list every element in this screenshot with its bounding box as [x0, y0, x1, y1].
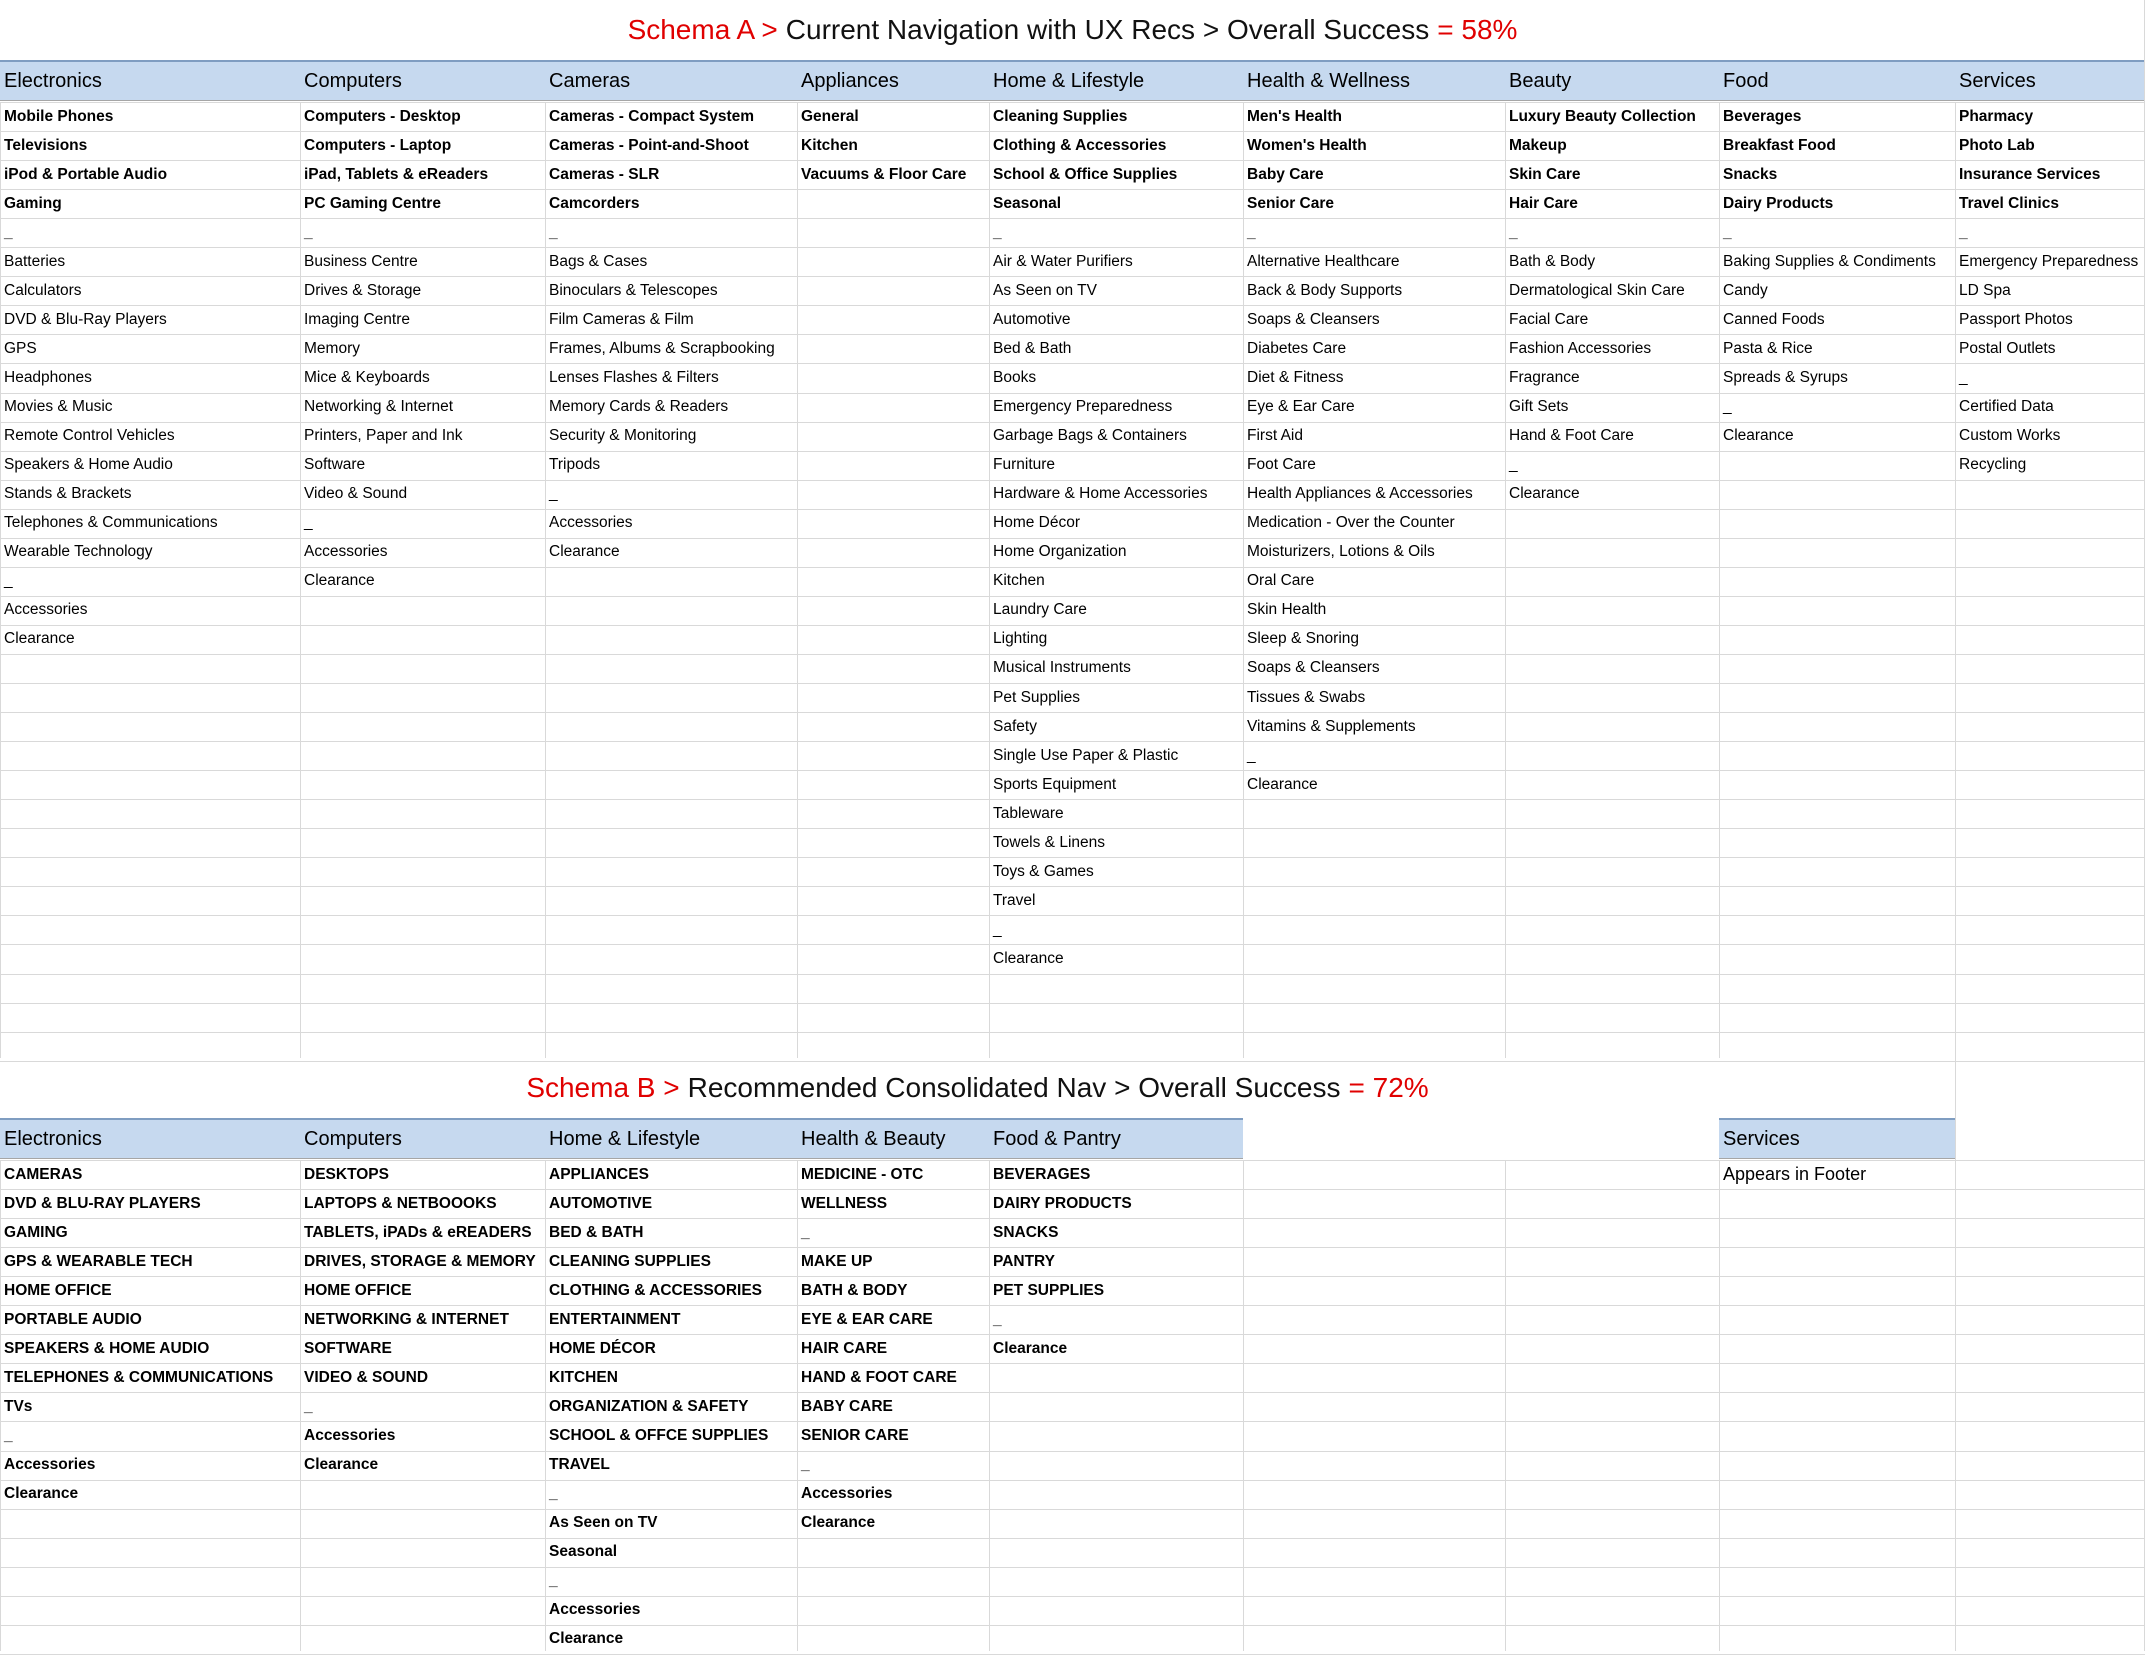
schema-a-secondary-item[interactable]: Clearance — [304, 572, 375, 590]
schema-a-primary-item[interactable]: Baby Care — [1247, 165, 1324, 183]
schema-a-primary-item[interactable]: Hair Care — [1509, 194, 1578, 212]
schema-a-secondary-item[interactable]: Gift Sets — [1509, 398, 1569, 416]
schema-a-secondary-item[interactable]: Home Organization — [993, 543, 1127, 561]
schema-a-secondary-item[interactable]: Video & Sound — [304, 485, 408, 503]
schema-a-secondary-item[interactable]: Remote Control Vehicles — [4, 427, 175, 445]
grid-line — [0, 1158, 1243, 1159]
schema-a-secondary-item[interactable]: Oral Care — [1247, 572, 1315, 590]
schema-a-primary-item[interactable]: Cameras - SLR — [549, 165, 660, 183]
schema-a-secondary-item[interactable]: Certified Data — [1959, 398, 2054, 416]
schema-a-secondary-item[interactable]: Candy — [1723, 281, 1768, 299]
schema-a-secondary-item[interactable]: Batteries — [4, 252, 66, 270]
schema-b-item[interactable]: ENTERTAINMENT — [549, 1310, 681, 1328]
schema-a-primary-item[interactable]: Computers - Laptop — [304, 136, 452, 154]
schema-b-item[interactable]: _ — [549, 1572, 558, 1590]
schema-a-secondary-item[interactable]: Clearance — [4, 630, 75, 648]
schema-b-column-header[interactable]: Food & Pantry — [989, 1118, 1243, 1158]
schema-b-item[interactable]: SOFTWARE — [304, 1339, 392, 1357]
schema-a-secondary-item[interactable]: Tableware — [993, 804, 1064, 822]
schema-b-item[interactable]: Accessories — [304, 1426, 396, 1444]
schema-b-item[interactable]: CAMERAS — [4, 1165, 83, 1183]
schema-a-secondary-item[interactable]: Moisturizers, Lotions & Oils — [1247, 543, 1435, 561]
schema-b-item[interactable]: PORTABLE AUDIO — [4, 1310, 142, 1328]
schema-a-secondary-item[interactable]: Soaps & Cleansers — [1247, 310, 1380, 328]
schema-a-secondary-item[interactable]: Imaging Centre — [304, 310, 410, 328]
schema-b-column-header[interactable]: Services — [1719, 1118, 1955, 1158]
schema-a-secondary-item[interactable]: Recycling — [1959, 456, 2027, 474]
schema-b-item[interactable]: DAIRY PRODUCTS — [993, 1194, 1132, 1212]
schema-a-primary-item[interactable]: Computers - Desktop — [304, 107, 461, 125]
schema-a-secondary-item[interactable]: Pet Supplies — [993, 688, 1081, 706]
schema-a-column-header[interactable]: Beauty — [1505, 60, 1719, 100]
schema-b-item[interactable]: HOME DÉCOR — [549, 1339, 656, 1357]
schema-a-title-text: Current Navigation with UX Recs > Overall Success — [785, 14, 1430, 45]
schema-a-secondary-item[interactable]: Home Décor — [993, 514, 1080, 532]
schema-a-secondary-item[interactable]: Clearance — [1509, 485, 1580, 503]
schema-a-secondary-item[interactable]: Lighting — [993, 630, 1048, 648]
schema-a-secondary-item[interactable]: Canned Foods — [1723, 310, 1825, 328]
schema-a-primary-item[interactable]: Breakfast Food — [1723, 136, 1836, 154]
schema-a-primary-item[interactable]: _ — [1723, 223, 1732, 241]
schema-b-column-header[interactable]: Electronics — [0, 1118, 300, 1158]
schema-a-primary-item[interactable]: iPad, Tablets & eReaders — [304, 165, 489, 183]
schema-a-primary-item[interactable]: _ — [1247, 223, 1256, 241]
schema-a-secondary-item[interactable]: Sleep & Snoring — [1247, 630, 1360, 648]
schema-a-secondary-item[interactable]: Film Cameras & Film — [549, 310, 694, 328]
schema-a-secondary-item[interactable]: Towels & Linens — [993, 833, 1106, 851]
schema-a-secondary-item[interactable]: Passport Photos — [1959, 310, 2073, 328]
schema-a-primary-item[interactable]: PC Gaming Centre — [304, 194, 441, 212]
schema-b-item[interactable]: GPS & WEARABLE TECH — [4, 1252, 193, 1270]
schema-a-secondary-item[interactable]: Tripods — [549, 456, 601, 474]
schema-a-secondary-item[interactable]: DVD & Blu-Ray Players — [4, 310, 167, 328]
schema-a-secondary-item[interactable]: Memory Cards & Readers — [549, 398, 729, 416]
schema-a-primary-item[interactable]: Makeup — [1509, 136, 1567, 154]
schema-a-secondary-item[interactable]: Networking & Internet — [304, 398, 454, 416]
schema-b-item[interactable]: TRAVEL — [549, 1456, 610, 1474]
grid-line — [1719, 1158, 1955, 1159]
schema-a-title — [0, 0, 2145, 60]
schema-a-secondary-item[interactable]: Travel — [993, 891, 1036, 909]
schema-a-secondary-item[interactable]: Security & Monitoring — [549, 427, 697, 445]
schema-a-secondary-item[interactable]: Eye & Ear Care — [1247, 398, 1355, 416]
schema-a-secondary-item[interactable]: Clearance — [1247, 775, 1318, 793]
schema-a-secondary-item[interactable]: Kitchen — [993, 572, 1045, 590]
schema-a-primary-item[interactable]: _ — [1509, 223, 1518, 241]
schema-a-secondary-item[interactable]: _ — [549, 485, 558, 503]
schema-a-primary-item[interactable]: Seasonal — [993, 194, 1062, 212]
schema-a-secondary-item[interactable]: Fragrance — [1509, 368, 1580, 386]
schema-b-item[interactable]: GAMING — [4, 1223, 68, 1241]
schema-a-secondary-item[interactable]: Hand & Foot Care — [1509, 427, 1634, 445]
schema-b-item[interactable]: KITCHEN — [549, 1368, 618, 1386]
schema-b-item[interactable]: _ — [993, 1310, 1002, 1328]
grid-line — [0, 1480, 2145, 1481]
schema-a-secondary-item[interactable]: Back & Body Supports — [1247, 281, 1403, 299]
schema-b-item[interactable]: SCHOOL & OFFCE SUPPLIES — [549, 1426, 769, 1444]
schema-a-secondary-item[interactable]: Foot Care — [1247, 456, 1316, 474]
schema-b-item[interactable]: LAPTOPS & NETBOOOKS — [304, 1194, 497, 1212]
schema-a-primary-item[interactable]: _ — [1959, 223, 1968, 241]
schema-a-secondary-item[interactable]: Facial Care — [1509, 310, 1589, 328]
schema-b-item[interactable]: MAKE UP — [801, 1252, 873, 1270]
schema-b-item[interactable]: BABY CARE — [801, 1397, 893, 1415]
schema-a-secondary-item[interactable]: Musical Instruments — [993, 659, 1131, 677]
grid-line — [1243, 1160, 1244, 1651]
schema-a-secondary-item[interactable]: Safety — [993, 717, 1037, 735]
schema-a-secondary-item[interactable]: Postal Outlets — [1959, 339, 2056, 357]
schema-a-primary-item[interactable]: Skin Care — [1509, 165, 1581, 183]
schema-a-secondary-item[interactable]: Books — [993, 368, 1037, 386]
schema-b-item[interactable]: DRIVES, STORAGE & MEMORY — [304, 1252, 536, 1270]
schema-a-secondary-item[interactable]: _ — [993, 920, 1002, 938]
schema-a-secondary-item[interactable]: Emergency Preparedness — [993, 398, 1173, 416]
schema-a-secondary-item[interactable]: Bath & Body — [1509, 252, 1596, 270]
schema-a-secondary-item[interactable]: _ — [1247, 746, 1256, 764]
grid-line — [0, 1032, 2145, 1033]
schema-b-item[interactable]: _ — [304, 1397, 313, 1415]
schema-a-secondary-item[interactable]: Stands & Brackets — [4, 485, 132, 503]
schema-b-item[interactable]: SNACKS — [993, 1223, 1059, 1241]
schema-b-item[interactable]: BED & BATH — [549, 1223, 644, 1241]
schema-a-column-header[interactable]: Food — [1719, 60, 1955, 100]
schema-a-secondary-item[interactable]: As Seen on TV — [993, 281, 1097, 299]
schema-a-secondary-item[interactable]: Bags & Cases — [549, 252, 648, 270]
schema-a-secondary-item[interactable]: Diet & Fitness — [1247, 368, 1344, 386]
schema-a-secondary-item[interactable]: Soaps & Cleansers — [1247, 659, 1380, 677]
schema-a-title-value: = 58% — [1437, 14, 1518, 45]
schema-a-secondary-item[interactable]: Calculators — [4, 281, 82, 299]
schema-b-title-text: Recommended Consolidated Nav > Overall Success — [687, 1072, 1341, 1103]
schema-a-secondary-item[interactable]: Bed & Bath — [993, 339, 1072, 357]
schema-a-secondary-item[interactable]: Medication - Over the Counter — [1247, 514, 1455, 532]
schema-b-item[interactable]: APPLIANCES — [549, 1165, 649, 1183]
schema-a-title-prefix: Schema A > — [627, 14, 778, 45]
schema-a-secondary-item[interactable]: Tissues & Swabs — [1247, 688, 1366, 706]
schema-b-item[interactable]: Accessories — [549, 1601, 641, 1619]
schema-a-primary-item[interactable]: Insurance Services — [1959, 165, 2101, 183]
schema-a-secondary-item[interactable]: Accessories — [4, 601, 88, 619]
schema-a-primary-item[interactable]: Pharmacy — [1959, 107, 2034, 125]
schema-b-item[interactable]: NETWORKING & INTERNET — [304, 1310, 509, 1328]
schema-a-column-header[interactable]: Home & Lifestyle — [989, 60, 1243, 100]
schema-a-secondary-item[interactable]: First Aid — [1247, 427, 1303, 445]
schema-a-secondary-item[interactable]: Wearable Technology — [4, 543, 153, 561]
schema-a-secondary-item[interactable]: Automotive — [993, 310, 1071, 328]
schema-b-item[interactable]: TABLETS, iPADs & eREADERS — [304, 1223, 532, 1241]
grid-line — [1955, 1160, 1956, 1651]
schema-a-column-header[interactable]: Services — [1955, 60, 2145, 100]
schema-a-secondary-item[interactable]: Hardware & Home Accessories — [993, 485, 1208, 503]
schema-b-item[interactable]: TELEPHONES & COMMUNICATIONS — [4, 1368, 274, 1386]
schema-b-title-value: = 72% — [1348, 1072, 1429, 1103]
schema-a-secondary-item[interactable]: Alternative Healthcare — [1247, 252, 1400, 270]
schema-b-column-header[interactable]: Home & Lifestyle — [545, 1118, 797, 1158]
schema-a-secondary-item[interactable]: Sports Equipment — [993, 775, 1117, 793]
grid-line — [1719, 1160, 1720, 1651]
schema-b-column-header[interactable]: Computers — [300, 1118, 545, 1158]
grid-line — [0, 100, 2145, 101]
schema-b-item[interactable]: _ — [549, 1485, 558, 1503]
schema-a-column-header[interactable]: Appliances — [797, 60, 989, 100]
schema-b-item[interactable]: Seasonal — [549, 1543, 618, 1561]
schema-b-item[interactable]: PET SUPPLIES — [993, 1281, 1105, 1299]
schema-a-primary-item[interactable]: iPod & Portable Audio — [4, 165, 168, 183]
schema-b-item[interactable]: MEDICINE - OTC — [801, 1165, 924, 1183]
schema-a-secondary-item[interactable]: Air & Water Purifiers — [993, 252, 1133, 270]
schema-a-secondary-item[interactable]: Dermatological Skin Care — [1509, 281, 1685, 299]
schema-b-title-prefix: Schema B > — [526, 1072, 680, 1103]
schema-b-item[interactable]: VIDEO & SOUND — [304, 1368, 429, 1386]
schema-a-secondary-item[interactable]: Vitamins & Supplements — [1247, 717, 1416, 735]
schema-a-secondary-item[interactable]: Speakers & Home Audio — [4, 456, 173, 474]
schema-a-primary-item[interactable]: _ — [4, 223, 13, 241]
schema-a-primary-item[interactable]: Mobile Phones — [4, 107, 114, 125]
schema-a-column-header[interactable]: Health & Wellness — [1243, 60, 1505, 100]
schema-b-item[interactable]: _ — [4, 1426, 13, 1444]
schema-a-secondary-item[interactable]: _ — [304, 514, 313, 532]
schema-b-item[interactable]: _ — [801, 1456, 810, 1474]
schema-a-secondary-item[interactable]: Lenses Flashes & Filters — [549, 368, 719, 386]
schema-b-item[interactable]: SPEAKERS & HOME AUDIO — [4, 1339, 210, 1357]
grid-line — [1505, 1160, 1506, 1651]
grid-line — [0, 1625, 2145, 1626]
schema-b-item[interactable]: HAND & FOOT CARE — [801, 1368, 957, 1386]
grid-line — [0, 974, 2145, 975]
schema-b-item[interactable]: SENIOR CARE — [801, 1426, 909, 1444]
schema-a-secondary-item[interactable]: Accessories — [549, 514, 633, 532]
schema-b-item[interactable]: WELLNESS — [801, 1194, 888, 1212]
schema-a-primary-item[interactable]: Men's Health — [1247, 107, 1342, 125]
schema-b-item[interactable]: AUTOMOTIVE — [549, 1194, 653, 1212]
schema-b-item[interactable]: Accessories — [801, 1485, 893, 1503]
schema-a-column-header[interactable]: Computers — [300, 60, 545, 100]
schema-a-primary-item[interactable]: Beverages — [1723, 107, 1802, 125]
schema-b-item[interactable]: _ — [801, 1223, 810, 1241]
schema-a-secondary-item[interactable]: Frames, Albums & Scrapbooking — [549, 339, 775, 357]
schema-a-secondary-item[interactable]: Clearance — [549, 543, 620, 561]
schema-a-secondary-item[interactable]: _ — [1959, 368, 1968, 386]
schema-b-item[interactable]: Clearance — [993, 1339, 1068, 1357]
schema-b-item[interactable]: Clearance — [304, 1456, 379, 1474]
grid-line — [0, 1509, 2145, 1510]
schema-a-secondary-item[interactable]: Toys & Games — [993, 862, 1094, 880]
grid-line — [0, 1003, 2145, 1004]
schema-a-primary-item[interactable]: _ — [304, 223, 313, 241]
schema-b-item[interactable]: CLEANING SUPPLIES — [549, 1252, 711, 1270]
schema-a-primary-item[interactable]: _ — [993, 223, 1002, 241]
schema-a-primary-item[interactable]: _ — [549, 223, 558, 241]
schema-a-primary-item[interactable]: Travel Clinics — [1959, 194, 2059, 212]
schema-b-item[interactable]: BEVERAGES — [993, 1165, 1091, 1183]
grid-line — [0, 1596, 2145, 1597]
schema-a-primary-item[interactable]: Cameras - Compact System — [549, 107, 755, 125]
schema-a-secondary-item[interactable]: Clearance — [993, 949, 1064, 967]
schema-a-primary-item[interactable]: Vacuums & Floor Care — [801, 165, 967, 183]
schema-a-secondary-item[interactable]: Fashion Accessories — [1509, 339, 1652, 357]
schema-a-primary-item[interactable]: Photo Lab — [1959, 136, 2035, 154]
schema-a-secondary-item[interactable]: Accessories — [304, 543, 388, 561]
schema-a-primary-item[interactable]: School & Office Supplies — [993, 165, 1178, 183]
schema-a-secondary-item[interactable]: _ — [1723, 398, 1732, 416]
schema-a-column-header[interactable]: Electronics — [0, 60, 300, 100]
schema-a-secondary-item[interactable]: LD Spa — [1959, 281, 2011, 299]
schema-a-primary-item[interactable]: Cameras - Point-and-Shoot — [549, 136, 749, 154]
schema-b-item[interactable]: DVD & BLU-RAY PLAYERS — [4, 1194, 201, 1212]
grid-line — [797, 102, 798, 1058]
schema-a-secondary-item[interactable]: Headphones — [4, 368, 92, 386]
schema-a-primary-item[interactable]: Kitchen — [801, 136, 858, 154]
schema-a-secondary-item[interactable]: GPS — [4, 339, 37, 357]
schema-a-secondary-item[interactable]: Health Appliances & Accessories — [1247, 485, 1473, 503]
schema-a-primary-item[interactable]: Senior Care — [1247, 194, 1335, 212]
schema-a-secondary-item[interactable]: Telephones & Communications — [4, 514, 218, 532]
schema-a-secondary-item[interactable]: Spreads & Syrups — [1723, 368, 1848, 386]
schema-a-secondary-item[interactable]: _ — [4, 572, 13, 590]
schema-a-secondary-item[interactable]: Diabetes Care — [1247, 339, 1347, 357]
schema-b-item[interactable]: Clearance — [4, 1485, 79, 1503]
schema-b-item[interactable]: As Seen on TV — [549, 1514, 658, 1532]
schema-b-item[interactable]: PANTRY — [993, 1252, 1055, 1270]
schema-a-primary-item[interactable]: Camcorders — [549, 194, 640, 212]
schema-a-secondary-item[interactable]: Furniture — [993, 456, 1056, 474]
schema-a-primary-item[interactable]: Women's Health — [1247, 136, 1367, 154]
schema-a-secondary-item[interactable]: Laundry Care — [993, 601, 1087, 619]
schema-a-primary-item[interactable]: Luxury Beauty Collection — [1509, 107, 1696, 125]
schema-a-primary-item[interactable]: Cleaning Supplies — [993, 107, 1128, 125]
schema-a-primary-item[interactable]: Televisions — [4, 136, 88, 154]
grid-line — [0, 1567, 2145, 1568]
schema-b-item[interactable]: Accessories — [4, 1456, 96, 1474]
schema-b-item[interactable]: HOME OFFICE — [304, 1281, 412, 1299]
schema-a-secondary-item[interactable]: Pasta & Rice — [1723, 339, 1813, 357]
schema-a-secondary-item[interactable]: _ — [1509, 456, 1518, 474]
schema-b-item[interactable]: HOME OFFICE — [4, 1281, 112, 1299]
schema-a-secondary-item[interactable]: Custom Works — [1959, 427, 2061, 445]
schema-a-secondary-item[interactable]: Mice & Keyboards — [304, 368, 430, 386]
schema-a-secondary-item[interactable]: Baking Supplies & Condiments — [1723, 252, 1936, 270]
schema-b-item[interactable]: Clearance — [549, 1630, 624, 1648]
schema-a-secondary-item[interactable]: Business Centre — [304, 252, 418, 270]
schema-a-secondary-item[interactable]: Skin Health — [1247, 601, 1327, 619]
schema-a-primary-item[interactable]: Gaming — [4, 194, 62, 212]
schema-b-column-header[interactable]: Health & Beauty — [797, 1118, 989, 1158]
schema-a-secondary-item[interactable]: Printers, Paper and Ink — [304, 427, 463, 445]
schema-a-primary-item[interactable]: Clothing & Accessories — [993, 136, 1167, 154]
schema-b-item[interactable]: DESKTOPS — [304, 1165, 389, 1183]
schema-b-item[interactable]: EYE & EAR CARE — [801, 1310, 933, 1328]
schema-b-item[interactable]: BATH & BODY — [801, 1281, 908, 1299]
schema-a-secondary-item[interactable]: Binoculars & Telescopes — [549, 281, 718, 299]
schema-b-title — [0, 1058, 1955, 1118]
schema-b-item[interactable]: HAIR CARE — [801, 1339, 888, 1357]
schema-a-primary-item[interactable]: Dairy Products — [1723, 194, 1834, 212]
schema-a-secondary-item[interactable]: Memory — [304, 339, 360, 357]
grid-line — [0, 1538, 2145, 1539]
schema-b-item[interactable]: Clearance — [801, 1514, 876, 1532]
services-footer-note: Appears in Footer — [1723, 1164, 1867, 1185]
schema-b-item[interactable]: ORGANIZATION & SAFETY — [549, 1397, 749, 1415]
schema-a-secondary-item[interactable]: Movies & Music — [4, 398, 113, 416]
schema-b-item[interactable]: CLOTHING & ACCESSORIES — [549, 1281, 762, 1299]
schema-a-primary-item[interactable]: General — [801, 107, 859, 125]
schema-a-secondary-item[interactable]: Drives & Storage — [304, 281, 422, 299]
schema-a-secondary-item[interactable]: Clearance — [1723, 427, 1794, 445]
schema-a-secondary-item[interactable]: Single Use Paper & Plastic — [993, 746, 1179, 764]
schema-a-secondary-item[interactable]: Garbage Bags & Containers — [993, 427, 1187, 445]
schema-a-column-header[interactable]: Cameras — [545, 60, 797, 100]
schema-a-primary-item[interactable]: Snacks — [1723, 165, 1778, 183]
schema-a-secondary-item[interactable]: Software — [304, 456, 366, 474]
schema-b-item[interactable]: TVs — [4, 1397, 33, 1415]
schema-a-secondary-item[interactable]: Emergency Preparedness — [1959, 252, 2139, 270]
